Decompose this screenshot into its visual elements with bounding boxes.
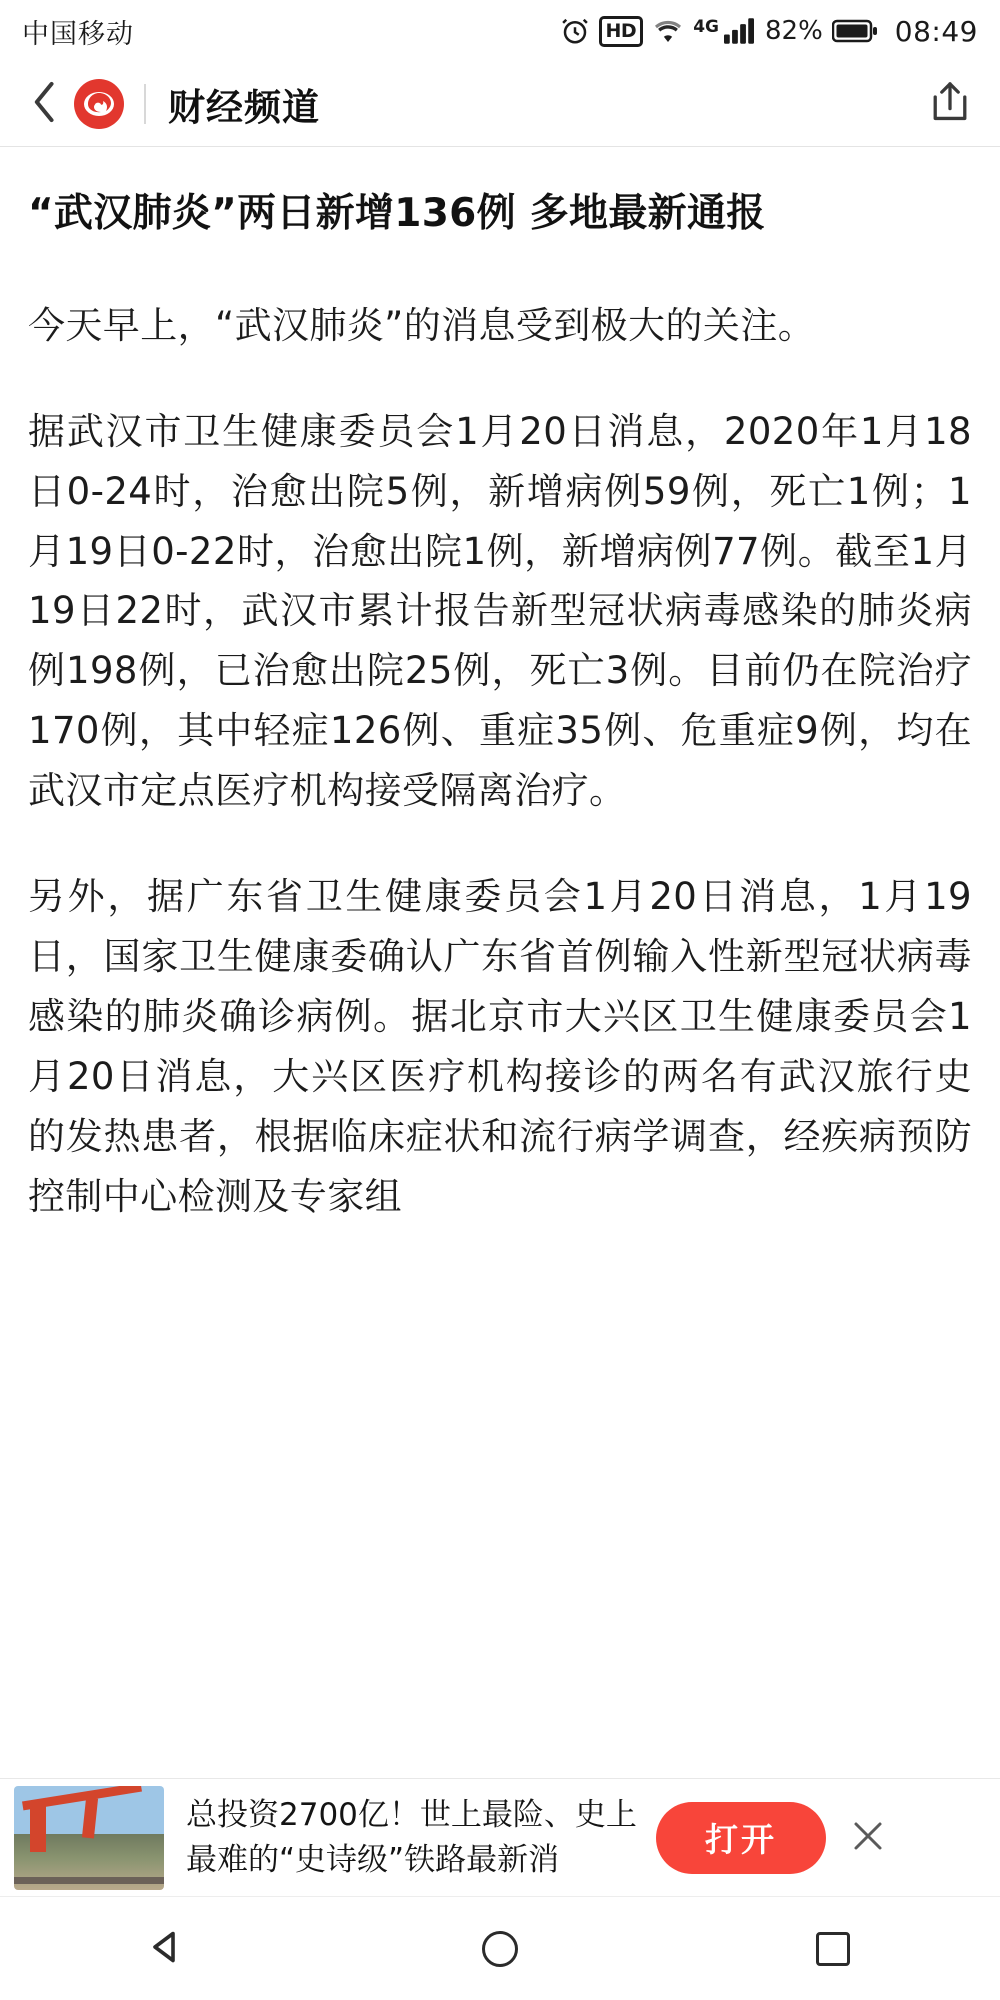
carrier-label: 中国移动	[22, 18, 134, 50]
page-title: 财经频道	[168, 86, 320, 129]
clock-label: 08:49	[894, 14, 978, 48]
weibo-logo-icon[interactable]	[74, 79, 124, 129]
article-paragraph: 据武汉市卫生健康委员会1月20日消息，2020年1月18日0-24时，治愈出院5例，新增病例59例，死亡1例；1月19日0-22时，治愈出院1例，新增病例77例。截至1月19日22时，武汉市累计报告新型冠状病毒感染的肺炎病例198例，已治愈出院25例，死亡3例。目前仍在院治疗170例，其中轻症126例、重症35例、危重症9例，均在武汉市定点医疗机构接受隔离治疗。	[28, 409, 972, 813]
content-fade-overlay	[0, 1738, 1000, 1778]
nav-home-button[interactable]	[440, 1897, 560, 2000]
battery-icon	[832, 18, 878, 44]
status-bar	[0, 0, 1000, 62]
share-icon	[927, 79, 973, 129]
nav-back-button[interactable]	[107, 1897, 227, 2000]
ad-banner[interactable]	[0, 1778, 1000, 1896]
article-paragraph: 另外，据广东省卫生健康委员会1月20日消息，1月19日，国家卫生健康委确认广东省首例输入性新型冠状病毒感染的肺炎确诊病例。据北京市大兴区卫生健康委员会1月20日消息，大兴区医疗机构接诊的两名有武汉旅行史的发热患者，根据临床症状和流行病学调查，经疾病预防控制中心检测及专家组	[28, 875, 972, 1218]
wifi-icon	[652, 18, 684, 44]
alarm-icon	[560, 16, 590, 46]
ad-open-button[interactable]: 打开	[656, 1802, 826, 1874]
share-button[interactable]	[922, 76, 978, 132]
hd-badge: HD	[599, 16, 644, 47]
ad-thumbnail-image	[14, 1786, 164, 1890]
nav-recents-square-icon	[816, 1932, 850, 1966]
nav-back-triangle-icon	[149, 1929, 185, 1969]
status-icons	[560, 15, 978, 48]
close-icon	[850, 1818, 886, 1858]
nav-recents-button[interactable]	[773, 1897, 893, 2000]
chevron-left-icon	[30, 79, 60, 129]
app-header	[0, 62, 1000, 147]
article-paragraph: 今天早上，“武汉肺炎”的消息受到极大的关注。	[28, 303, 816, 347]
header-divider	[144, 84, 146, 124]
article-headline: “武汉肺炎”两日新增136例 多地最新通报	[28, 191, 766, 236]
battery-percent-label: 82%	[765, 16, 823, 46]
system-navigation-bar	[0, 1896, 1000, 2000]
network-type-label: 4G	[693, 16, 719, 37]
back-button[interactable]	[22, 74, 68, 134]
nav-home-circle-icon	[482, 1931, 518, 1967]
ad-text: 总投资2700亿！世上最险、史上最难的“史诗级”铁路最新消	[186, 1797, 637, 1878]
article-body	[0, 147, 1000, 1227]
ad-close-button[interactable]	[838, 1808, 898, 1868]
signal-bars-icon	[724, 18, 754, 44]
